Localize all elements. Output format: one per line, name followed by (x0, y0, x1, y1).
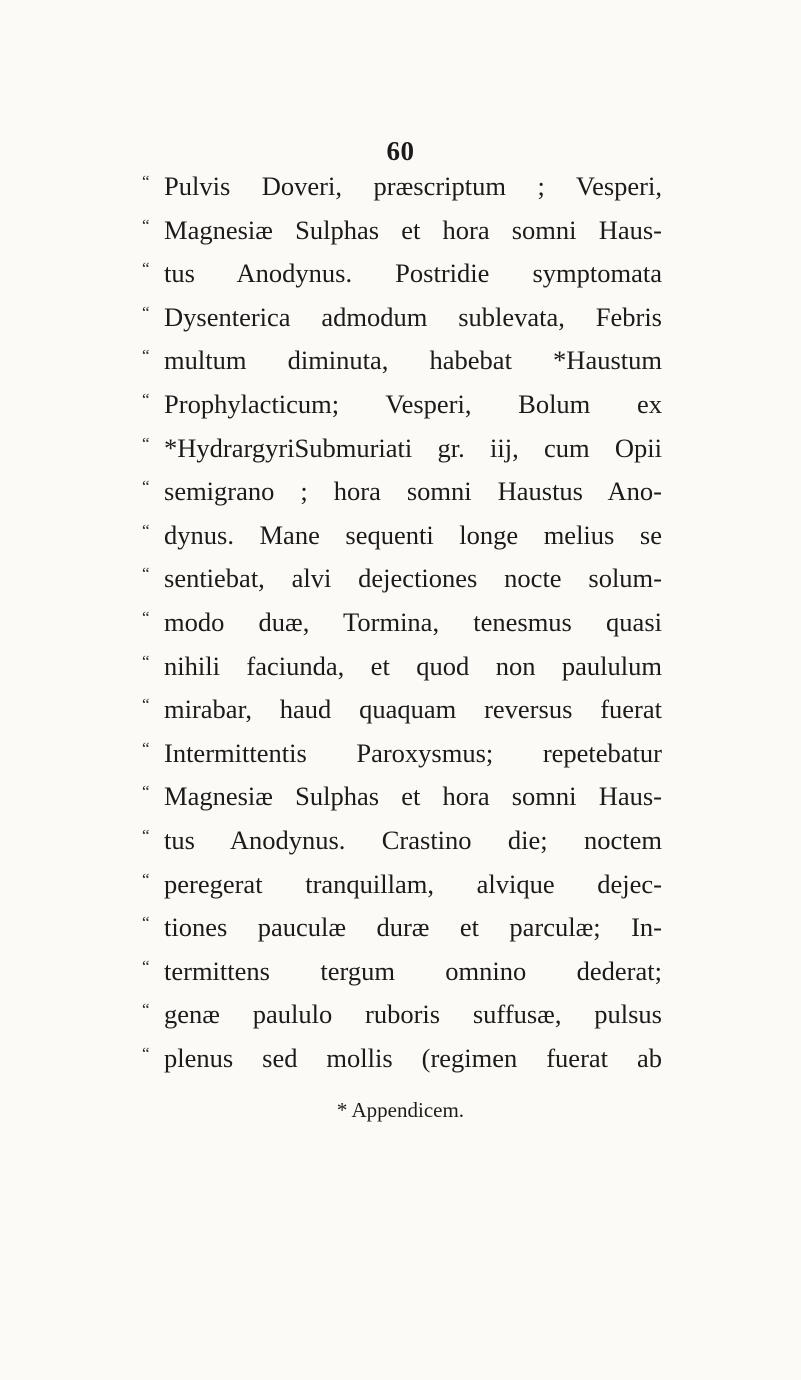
text-line (142, 514, 662, 558)
text-line (142, 819, 662, 863)
text-line (142, 252, 662, 296)
quote-mark: “ (142, 564, 150, 584)
line-text: Pulvis Doveri, præscriptum ; Vesperi, (164, 171, 662, 201)
line-text: Magnesiæ Sulphas et hora somni Haus- (164, 781, 662, 812)
quote-mark: “ (142, 869, 150, 889)
text-line (142, 601, 662, 645)
quote-mark: “ (142, 913, 150, 933)
quote-mark: “ (142, 1043, 150, 1063)
text-line (142, 775, 662, 819)
line-text: plenus sed mollis (regimen fuerat ab (164, 1042, 662, 1073)
line-text: Intermittentis Paroxysmus; repetebatur (164, 737, 662, 768)
quote-mark: “ (142, 1000, 150, 1020)
text-line (142, 383, 662, 427)
line-text: Prophylacticum; Vesperi, Bolum ex (164, 388, 662, 419)
quote-mark: “ (142, 825, 150, 845)
quote-mark: “ (142, 215, 150, 235)
quote-mark: “ (142, 477, 150, 497)
line-text: dynus. Mane sequenti longe melius se (164, 519, 662, 550)
text-line (142, 993, 662, 1037)
quote-mark: “ (142, 346, 150, 366)
text-line (142, 688, 662, 732)
text-line (142, 863, 662, 907)
line-text: termittens tergum omnino dederat; (164, 955, 662, 986)
quote-mark: “ (142, 389, 150, 409)
quote-mark: “ (142, 782, 150, 802)
line-text: tiones pauculæ duræ et parculæ; In- (164, 912, 662, 943)
text-line (142, 732, 662, 776)
line-text: semigrano ; hora somni Haustus Ano- (164, 476, 662, 507)
text-line (142, 557, 662, 601)
text-line (142, 209, 662, 253)
line-text: peregerat tranquillam, alvique dejec- (164, 868, 662, 899)
line-text: tus Anodynus. Postridie symptomata (164, 258, 662, 289)
line-text: genæ paululo ruboris suffusæ, pulsus (164, 999, 662, 1030)
line-text: Magnesiæ Sulphas et hora somni Haus- (164, 214, 662, 245)
quote-mark: “ (142, 433, 150, 453)
text-line (142, 296, 662, 340)
body-text (142, 165, 662, 1080)
text-line (142, 950, 662, 994)
quote-mark: “ (142, 520, 150, 540)
text-line (142, 470, 662, 514)
line-text: nihili faciunda, et quod non paululum (164, 650, 662, 681)
quote-mark: “ (142, 651, 150, 671)
line-text: multum diminuta, habebat *Haustum (164, 345, 662, 376)
quote-mark: “ (142, 302, 150, 322)
line-text: modo duæ, Tormina, tenesmus quasi (164, 606, 662, 637)
line-text: Dysenterica admodum sublevata, Febris (164, 301, 662, 332)
quote-mark: “ (142, 607, 150, 627)
line-text: *HydrargyriSubmuriati gr. iij, cum Opii (164, 432, 662, 463)
line-text: mirabar, haud quaquam reversus fuerat (164, 694, 662, 725)
quote-mark: “ (142, 956, 150, 976)
text-line (142, 645, 662, 689)
text-line (142, 427, 662, 471)
text-line (142, 906, 662, 950)
quote-mark: “ (142, 172, 150, 191)
quote-mark: “ (142, 738, 150, 758)
text-line (142, 339, 662, 383)
line-text: sentiebat, alvi dejectiones nocte solum- (164, 563, 662, 594)
footnote: * Appendicem. (336, 1098, 465, 1122)
text-line (142, 165, 662, 209)
line-text: tus Anodynus. Crastino die; noctem (164, 824, 662, 855)
quote-mark: “ (142, 695, 150, 715)
text-line (142, 1037, 662, 1081)
quote-mark: “ (142, 259, 150, 279)
page-number: 60 (386, 136, 415, 166)
